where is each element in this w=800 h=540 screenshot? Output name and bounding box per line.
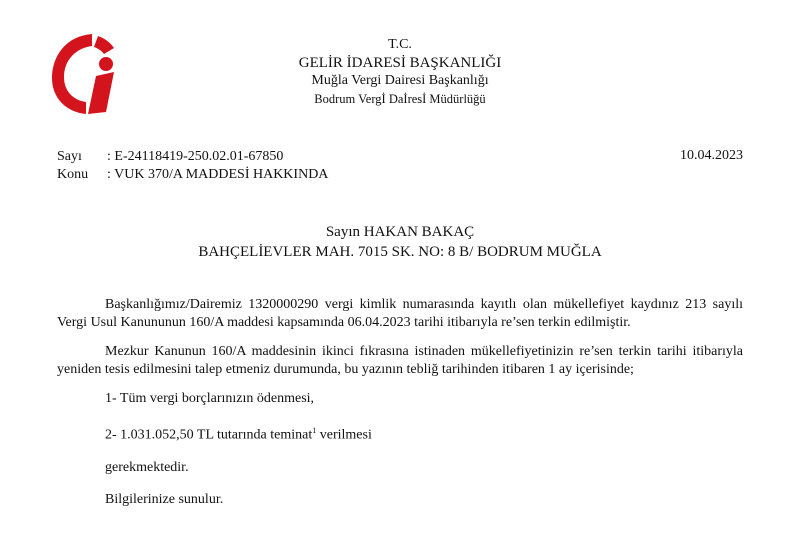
letter-body xyxy=(57,296,743,523)
konu-label: Konu xyxy=(57,167,89,182)
list-item-2 xyxy=(105,422,743,445)
paragraph-1: Başkanlığımız/Dairemiz 1320000290 vergi kimlik numarasında kayıtlı olan mükellefiyet kaydınız 213 sayılı Vergi Usul Kanununun 160/A maddesi kapsamında 06.04.2023 tarihi itibarıyla re’sen terkin edilmiştir. xyxy=(57,297,743,330)
letterhead xyxy=(230,36,570,108)
list-item-2-text: 2- 1.031.052,50 TL tutarında teminat xyxy=(105,427,313,443)
list-item-1: 1- Tüm vergi borçlarınızın ödenmesi, xyxy=(105,391,315,406)
konu-row xyxy=(57,166,328,184)
gib-logo xyxy=(48,30,126,116)
addressee-name: Sayın HAKAN BAKAÇ xyxy=(325,224,475,240)
closing-2: Bilgilerinize sunulur. xyxy=(105,491,224,507)
document-meta xyxy=(57,148,328,184)
addressee-address: BAHÇELİEVLER MAH. 7015 SK. NO: 8 B/ BODRUM MUĞLA xyxy=(198,244,602,260)
sayi-label: Sayı xyxy=(57,149,82,164)
sayi-row xyxy=(57,148,328,166)
addressee xyxy=(57,222,743,262)
closing-1: gerekmektedir. xyxy=(105,459,189,475)
footnote-marker: 1 xyxy=(312,426,317,435)
header-office: Bodrum Vergİ Daİresİ Müdürlüğü xyxy=(314,92,486,106)
gib-logo-icon xyxy=(48,30,126,116)
paragraph-2: Mezkur Kanunun 160/A maddesinin ikinci fıkrasına istinaden mükellefiyetinizin re’sen terkin tarihi itibarıyla yeniden tesis edilmesini talep etmeniz durumunda, bu yazının tebliğ tarihinden itibaren 1 ay içerisinde; xyxy=(57,344,743,377)
document-date: 10.04.2023 xyxy=(680,148,743,163)
header-presidency: Muğla Vergi Dairesi Başkanlığı xyxy=(311,73,489,88)
sayi-value: : E-24118419-250.02.01-67850 xyxy=(107,149,284,164)
list-item-2-tail: verilmesi xyxy=(316,427,372,443)
header-institution: GELİR İDARESİ BAŞKANLIĞI xyxy=(298,55,502,71)
header-tc: T.C. xyxy=(388,37,412,52)
konu-value: : VUK 370/A MADDESİ HAKKINDA xyxy=(107,167,329,182)
